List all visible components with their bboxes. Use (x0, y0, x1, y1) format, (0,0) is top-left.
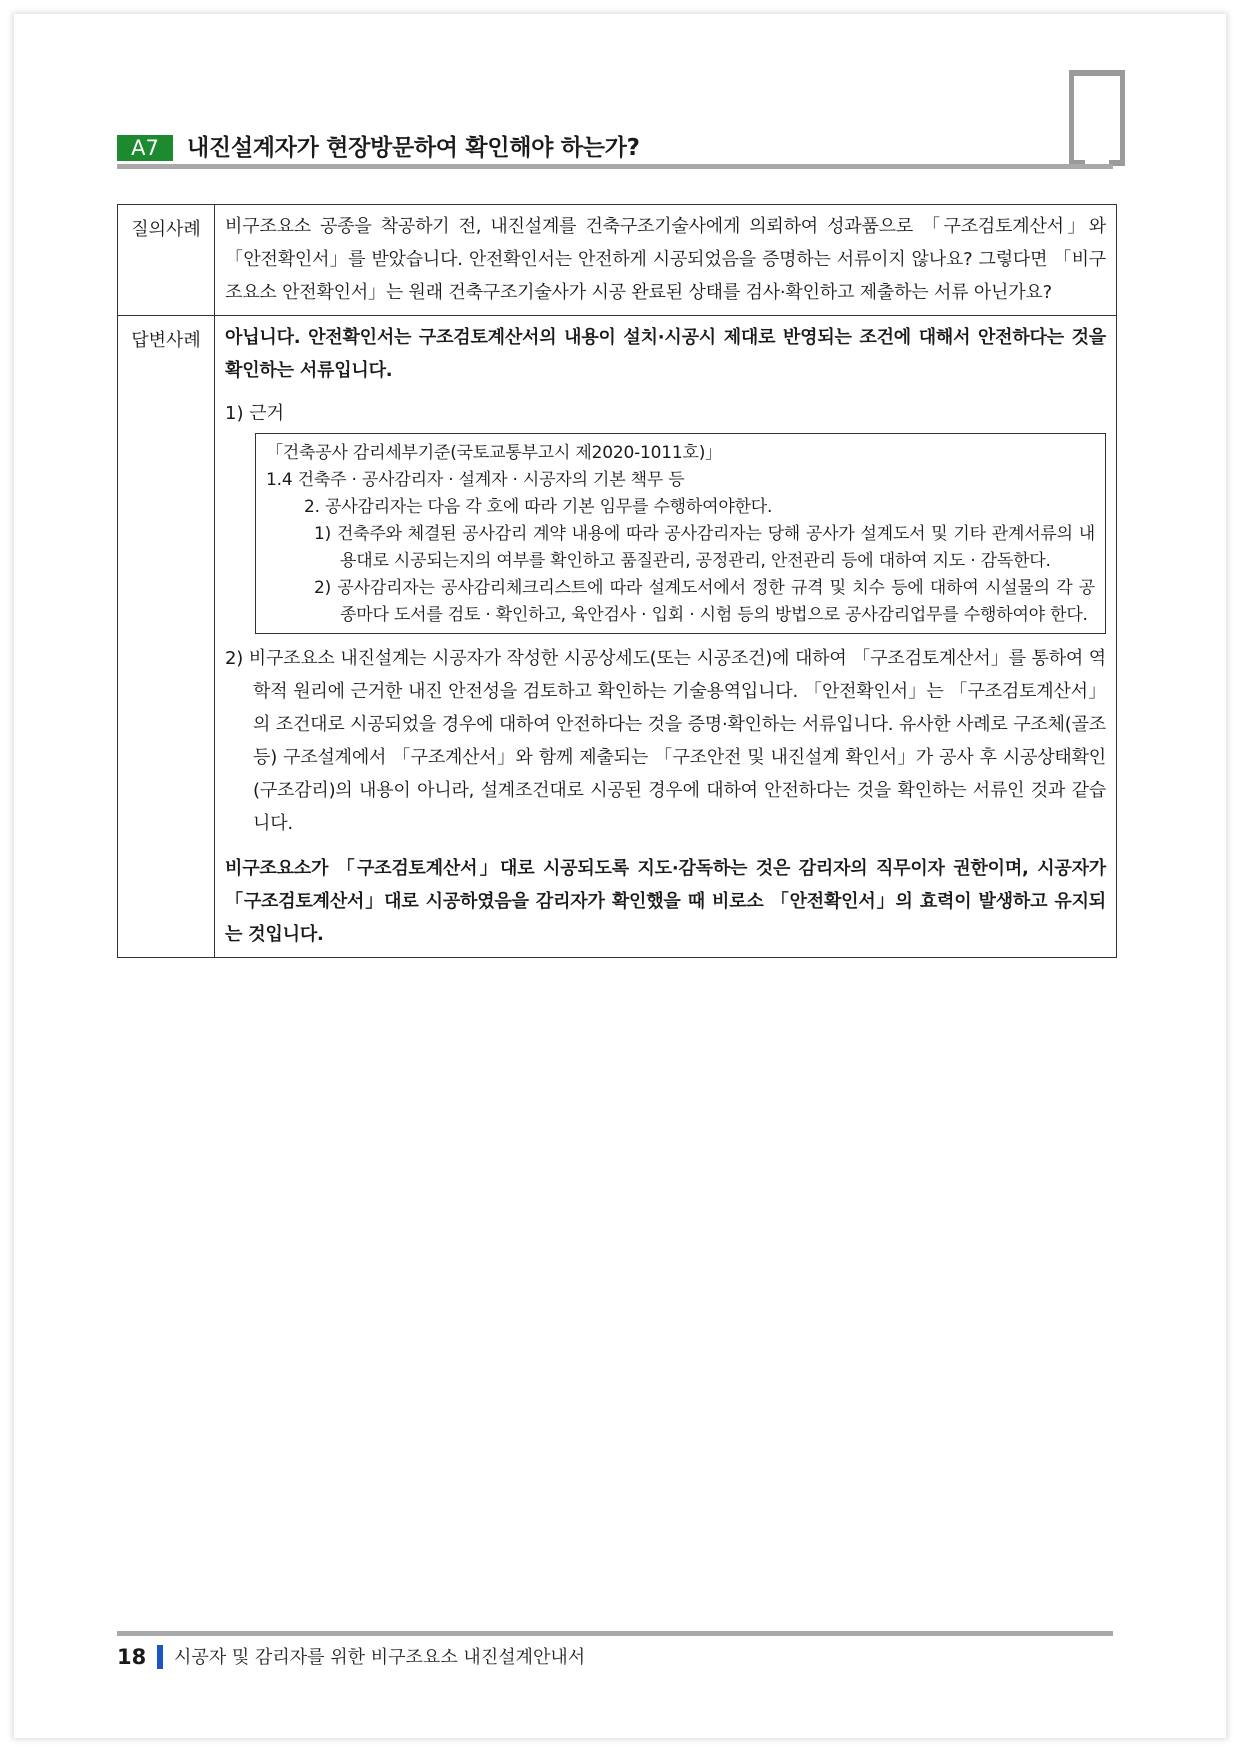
reference-clause: 2. 공사감리자는 다음 각 호에 따라 기본 임무를 수행하여야한다. (304, 497, 773, 517)
answer-row (118, 316, 1117, 958)
basis-heading: 1) 근거 (225, 403, 284, 424)
question-cell (215, 205, 1117, 316)
answer-label: 답변사례 (118, 316, 215, 958)
section-badge: A7 (117, 135, 173, 161)
qa-table (117, 204, 1117, 958)
footer-divider (117, 1631, 1113, 1636)
reference-item: 2) 공사감리자는 공사감리체크리스트에 따라 설계도서에서 정한 규격 및 치수 등에 대하여 시설물의 각 공종마다 도서를 검토 · 확인하고, 육안검사 · 입회 · 시험 등의 방법으로 공사감리업무를 수행하여야 한다. (314, 578, 1095, 625)
answer-conclusion: 비구조요소가 「구조검토계산서」대로 시공되도록 지도·감독하는 것은 감리자의 직무이자 권한이며, 시공자가 「구조검토계산서」대로 시공하였음을 감리자가 확인했을 때 비로소 「안전확인서」의 효력이 발생하고 유지되는 것입니다. (225, 858, 1106, 945)
reference-item: 1) 건축주와 체결된 공사감리 계약 내용에 따라 공사감리자는 당해 공사가 설계도서 및 기타 관계서류의 내용대로 시공되는지의 여부를 확인하고 품질관리, 공정관리, 안전관리 등에 대하여 지도 · 감독한다. (314, 524, 1095, 571)
question-label: 질의사례 (118, 205, 215, 316)
footer-title: 시공자 및 감리자를 위한 비구조요소 내진설계안내서 (174, 1647, 586, 1668)
reference-source: 「건축공사 감리세부기준(국토교통부고시 제2020-1011호)」 (266, 443, 722, 463)
footer-accent-bar (157, 1645, 163, 1669)
page-number: 18 (117, 1645, 147, 1669)
section-title: 내진설계자가 현장방문하여 확인해야 하는가? (187, 135, 640, 161)
reference-box (255, 433, 1106, 634)
section-header (117, 132, 1113, 168)
header-divider (117, 164, 1113, 169)
question-text: 비구조요소 공종을 착공하기 전, 내진설계를 건축구조기술사에게 의뢰하여 성과품으로 「구조검토계산서」와 「안전확인서」를 받았습니다. 안전확인서는 안전하게 시공되었음을 증명하는 서류이지 않나요? 그렇다면 「비구조요소 안전확인서」는 원래 건축구조기술사가 시공 완료된 상태를 검사·확인하고 제출하는 서류 아닌가요? (225, 216, 1106, 303)
answer-cell (215, 316, 1117, 958)
question-row (118, 205, 1117, 316)
reference-section: 1.4 건축주 · 공사감리자 · 설계자 · 시공자의 기본 책무 등 (266, 470, 685, 490)
answer-lead: 아닙니다. 안전확인서는 구조검토계산서의 내용이 설치·시공시 제대로 반영되는 조건에 대해서 안전하다는 것을 확인하는 서류입니다. (225, 327, 1106, 381)
answer-item-2: 2) 비구조요소 내진설계는 시공자가 작성한 시공상세도(또는 시공조건)에 대하여 「구조검토계산서」를 통하여 역학적 원리에 근거한 내진 안전성을 검토하고 확인하는 기술용역입니다. 「안전확인서」는 「구조검토계산서」의 조건대로 시공되었을 경우에 대하여 안전하다는 것을 증명·확인하는 서류입니다. 유사한 사례로 구조체(골조 등) 구조설계에서 「구조계산서」와 함께 제출되는 「구조안전 및 내진설계 확인서」가 공사 후 시공상태확인(구조감리)의 내용이 아니라, 설계조건대로 시공된 경우에 대하여 안전하다는 것을 확인하는 서류인 것과 같습니다. (225, 648, 1106, 834)
